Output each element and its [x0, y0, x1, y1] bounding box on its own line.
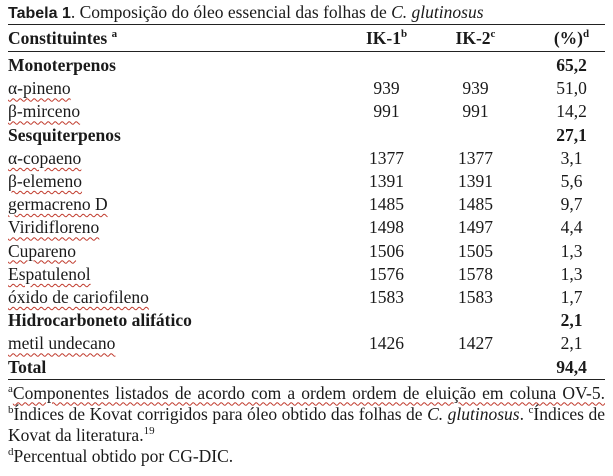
constituent-name-text: germacreno D: [8, 194, 108, 215]
total-label: Total: [8, 355, 342, 379]
constituent-percent: 1,3: [560, 263, 583, 284]
constituent-percent: 5,6: [560, 171, 583, 192]
footnote-b-end: .: [519, 403, 529, 424]
constituent-ik1: 1391: [369, 171, 404, 192]
constituent-name: [8, 147, 342, 170]
constituent-name: [8, 193, 342, 216]
group-ik2-empty: [431, 52, 520, 78]
header-constituents: Constituintes $^a$: [8, 25, 342, 52]
group-total: 65,2: [556, 55, 587, 76]
group-ik1-empty: [342, 124, 431, 147]
constituent-name: [8, 216, 342, 239]
group-ik2-empty: [431, 124, 520, 147]
footnote-c-text: Índices de Kovat da literatura.: [8, 403, 605, 445]
footnote-a-text: Componentes listados de acordo com a ordem ordem de eluição em coluna OV-5.: [12, 382, 605, 403]
constituent-name: [8, 240, 342, 263]
table-row: [8, 77, 605, 100]
total-ik2-empty: [431, 355, 520, 379]
constituent-name-text: óxido de cariofileno: [8, 286, 149, 307]
constituent-ik1: 1583: [369, 286, 404, 307]
constituent-ik2: 1427: [458, 333, 493, 354]
table-header-row: [8, 25, 605, 52]
group-row: [8, 124, 605, 147]
constituent-percent: 1,3: [560, 240, 583, 261]
constituent-name-text: Viridifloreno: [8, 217, 100, 238]
constituent-ik1: 939: [373, 78, 400, 99]
constituent-name-text: β-elemeno: [8, 171, 83, 192]
constituent-name: [8, 263, 342, 286]
constituent-percent: 1,7: [560, 286, 583, 307]
group-total: 2,1: [560, 310, 583, 331]
total-value: 94,4: [520, 355, 605, 379]
header-ik1: IK-1$^b$: [342, 25, 431, 52]
composition-table: [8, 24, 605, 380]
constituent-name: [8, 100, 342, 123]
constituent-percent: 14,2: [556, 101, 587, 122]
table-row: [8, 170, 605, 193]
constituent-percent: 3,1: [560, 147, 583, 168]
header-ik2: IK-2$^c$: [431, 25, 520, 52]
constituent-name-text: α-pineno: [8, 78, 71, 99]
constituent-percent: 9,7: [560, 194, 583, 215]
footnote-d-mark: d: [8, 445, 14, 458]
constituent-name-text: β-mirceno: [8, 101, 81, 122]
constituent-ik2: 939: [462, 78, 489, 99]
table-row: [8, 100, 605, 123]
group-ik2-empty: [431, 309, 520, 332]
table-row: [8, 263, 605, 286]
footnote-b-species: C. glutinosus: [427, 403, 520, 424]
constituent-percent: 4,4: [560, 217, 583, 238]
constituent-name-text: Espatulenol: [8, 263, 91, 284]
constituent-ik1: 1377: [369, 147, 404, 168]
constituent-name: [8, 77, 342, 100]
table-row: [8, 193, 605, 216]
constituent-name-text: α-copaeno: [8, 147, 82, 168]
group-ik1-empty: [342, 309, 431, 332]
constituent-name: [8, 286, 342, 309]
table-row: [8, 332, 605, 355]
table-row: [8, 147, 605, 170]
footnote-b-text: Índices de Kovat corrigidos para óleo obtido das folhas de: [13, 403, 428, 424]
total-row: [8, 355, 605, 379]
table-row: [8, 240, 605, 263]
constituent-ik1: 991: [373, 101, 400, 122]
constituent-ik2: 1485: [458, 194, 493, 215]
group-name: Monoterpenos: [8, 55, 116, 76]
footnote-d-text: Percentual obtido por CG-DIC.: [13, 445, 234, 466]
header-percent: (%)$^d$: [520, 25, 605, 52]
table-body: [8, 52, 605, 380]
constituent-ik1: 1576: [369, 263, 404, 284]
constituent-name: [8, 332, 342, 355]
footnote-b-mark: b: [8, 403, 14, 416]
group-name: Sesquiterpenos: [8, 124, 121, 145]
constituent-ik2: 1505: [458, 240, 493, 261]
total-ik1-empty: [342, 355, 431, 379]
table-row: [8, 216, 605, 239]
constituent-ik2: 1391: [458, 171, 493, 192]
constituent-ik2: 1583: [458, 286, 493, 307]
table-caption: [8, 0, 605, 24]
group-total: 27,1: [556, 124, 587, 145]
constituent-ik2: 1578: [458, 263, 493, 284]
table-caption-lead: Tabela 1: [8, 5, 71, 22]
table-row: [8, 286, 605, 309]
table-caption-species: C. glutinosus: [391, 2, 484, 22]
constituent-ik2: 1497: [458, 217, 493, 238]
constituent-percent: 2,1: [560, 333, 583, 354]
constituent-name-text: metil undecano: [8, 333, 116, 354]
constituent-name-text: Cupareno: [8, 240, 77, 261]
constituent-name: [8, 170, 342, 193]
group-row: [8, 309, 605, 332]
constituent-ik1: 1426: [369, 333, 404, 354]
constituent-ik2: 1377: [458, 147, 493, 168]
footnote-c-ref: 19: [143, 424, 155, 437]
constituent-ik1: 1498: [369, 217, 404, 238]
constituent-ik2: 991: [462, 101, 489, 122]
constituent-ik1: 1506: [369, 240, 404, 261]
group-ik1-empty: [342, 52, 431, 78]
footnote-a-mark: a: [8, 382, 13, 395]
footnote-c-mark: c: [528, 403, 534, 416]
table-footnotes: [8, 383, 605, 467]
constituent-ik1: 1485: [369, 194, 404, 215]
constituent-percent: 51,0: [556, 78, 587, 99]
group-name: Hidrocarboneto alifático: [8, 310, 192, 331]
group-row: [8, 52, 605, 78]
table-caption-text: . Composição do óleo essencial das folhas de: [70, 2, 392, 22]
